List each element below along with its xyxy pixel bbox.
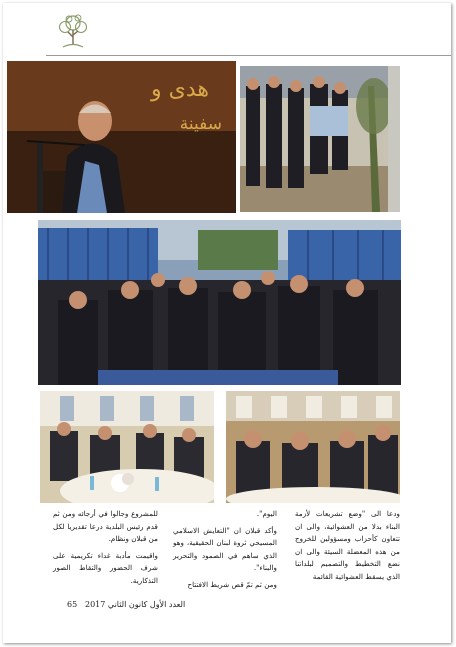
paragraph: للمشروع وجالوا في أرجائه ومن ثم قدم رئيس البلدية درعا تقديريا لكل من قبلان ونظام. [53, 509, 158, 543]
photo-tree-planting [240, 66, 400, 212]
paragraph: ودعا الى "وضع تشريعات لأزمة البناء بدلا من العشوائية، والى ان تتعاون كأحزاب ومسؤولين للخروج من هذه المعضلة السيئة والى ان نضع التخطيط والتصميم لبلداتنا الذي يسقط العشوائية القائمة [295, 509, 400, 581]
photo-speaker [7, 61, 236, 213]
article-column-right [295, 508, 400, 587]
page-footer [55, 600, 415, 614]
tree-logo-icon [53, 11, 93, 53]
header-rule [46, 55, 451, 56]
article-column-middle [173, 508, 277, 595]
paragraph: واقيمت مأدبة غداء تكريمية على شرف الحضور والتقاط الصور التذكارية. [53, 550, 158, 585]
sign-text-line2: سفينة [179, 114, 222, 134]
issue-label: العدد الأول كانون الثاني 2017 [85, 600, 186, 609]
article-column-left [53, 508, 158, 591]
magazine-page [3, 3, 451, 643]
page-number: 65 [67, 600, 78, 609]
photo-crowd-gate [38, 220, 401, 385]
sign-text-line1: هدى و [151, 77, 209, 102]
paragraph: ومن ثم تمّ قص شريط الافتتاح [187, 579, 277, 589]
photo-dinner-right [226, 391, 400, 503]
photo-dinner-left [40, 391, 214, 503]
paragraph: وأكد قبلان ان "التعايش الاسلامي المسيحي ثروة لبنان الحقيقية، وهو الذي ساهم في الصمود والتحرير والبناء". [173, 525, 277, 572]
paragraph: اليوم". [256, 509, 277, 518]
